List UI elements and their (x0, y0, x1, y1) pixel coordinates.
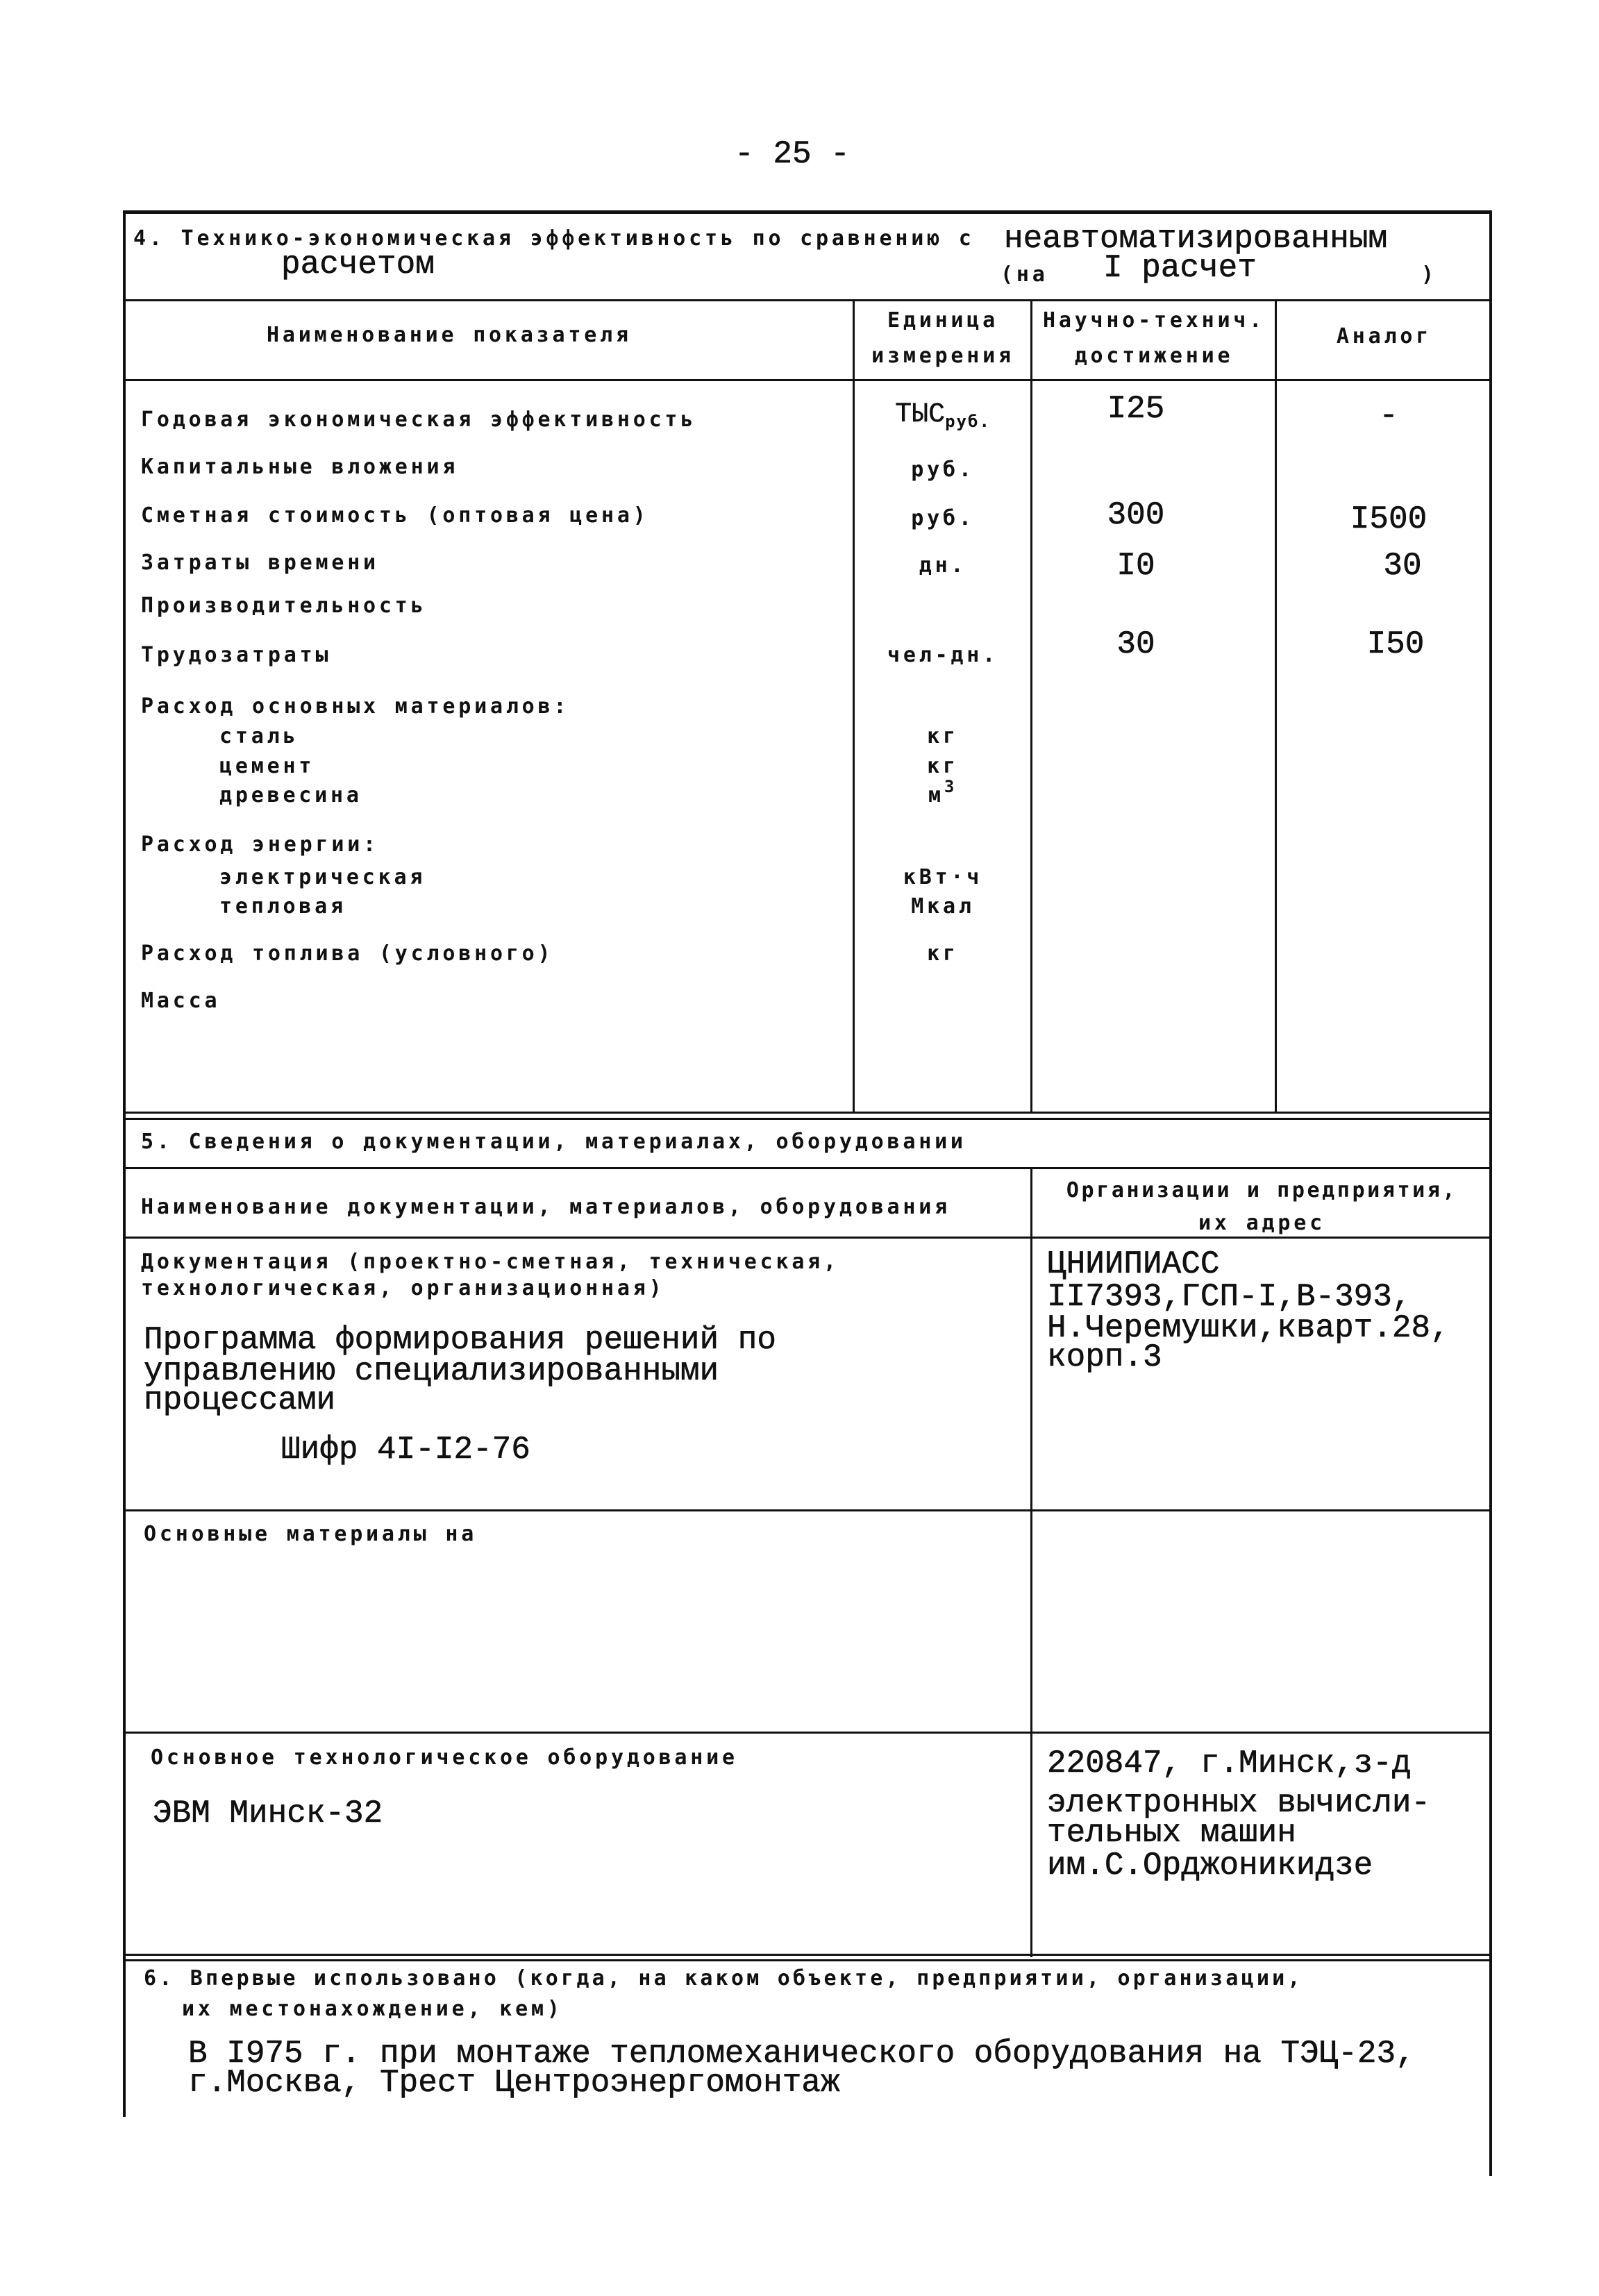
header-analog: Аналог (1336, 324, 1432, 349)
row-analog-time-cost: 30 (1383, 548, 1422, 584)
row-analog-labor-cost: I50 (1366, 626, 1425, 662)
row-unit-labor-cost: чел-дн. (887, 643, 999, 667)
row-name-labor-cost: Трудозатраты (141, 643, 332, 667)
documentation-org-line4: корп.3 (1047, 1339, 1162, 1375)
row-name-mass: Масса (141, 989, 221, 1013)
header-unit-line2: измерения (871, 344, 1014, 368)
documentation-org-line3: Н.Черемушки,кварт.28, (1047, 1310, 1450, 1346)
row-unit-steel: кг (927, 724, 959, 748)
section5-title: 5. Сведения о документации, материалах, оборудовании (141, 1130, 966, 1154)
row-name-thermal: тепловая (219, 894, 346, 919)
equipment-org-line3: тельных машин (1047, 1815, 1296, 1851)
equipment-label: Основное технологическое оборудование (151, 1745, 738, 1770)
materials-label: Основные материалы на (144, 1522, 478, 1546)
documentation-org-line1: ЦНИИПИАСС (1047, 1246, 1220, 1282)
row-unit-estimated-cost: руб. (911, 506, 975, 530)
row-achievement-estimated-cost: 300 (1107, 497, 1165, 533)
row-name-wood: древесина (219, 783, 362, 807)
row-name-energy: Расход энергии: (141, 832, 379, 857)
row-unit-cement: кг (927, 754, 959, 778)
section5-bottom-rule-2 (123, 1959, 1492, 1961)
row-unit-wood-main: м (928, 783, 944, 807)
row-name-fuel: Расход топлива (условного) (141, 941, 554, 966)
row-name-cement: цемент (219, 754, 315, 778)
section4-bottom-rule-1 (123, 1112, 1492, 1114)
header-indicator: Наименование показателя (267, 323, 632, 347)
section4-title-rule (123, 299, 1492, 301)
section5-title-rule (123, 1167, 1492, 1169)
row-unit-fuel: кг (927, 941, 959, 966)
row-name-capital-investment: Капитальные вложения (141, 455, 459, 479)
section4-per-close: ) (1421, 262, 1437, 287)
section5-bottom-rule-1 (123, 1954, 1492, 1956)
documentation-org-line2: II7393,ГСП-I,В-393, (1047, 1279, 1412, 1315)
documentation-label-line1: Документация (проектно-сметная, техническая, (141, 1250, 839, 1274)
section5-rule-equipment (123, 1732, 1492, 1734)
equipment-value: ЭВМ Минск-32 (153, 1795, 383, 1832)
section4-title: 4. Технико-экономическая эффективность по сравнению с (133, 226, 975, 251)
header-achievement-line1: Научно-технич. (1042, 308, 1266, 333)
row-achievement-time-cost: I0 (1116, 548, 1155, 584)
section6-text-line2: г.Москва, Трест Центроэнергомонтаж (188, 2065, 840, 2101)
row-unit-electric: кВт·ч (903, 865, 983, 889)
row-unit-annual-effect (854, 401, 1032, 429)
section6-text-line1: В I975 г. при монтаже тепломеханического оборудования на ТЭЦ-23, (188, 2036, 1415, 2072)
section4-compared-with-cont: расчетом (281, 246, 435, 283)
row-unit-wood-sup: 3 (944, 777, 958, 796)
row-name-estimated-cost: Сметная стоимость (оптовая цена) (141, 503, 649, 528)
section5-header-org-line2: их адрес (1198, 1211, 1325, 1235)
section5-rule-materials (123, 1509, 1492, 1511)
section5-header-rule (123, 1237, 1492, 1239)
section4-compared-with: неавтоматизированным (1004, 221, 1388, 257)
section4-per-open: (на (1001, 262, 1048, 287)
documentation-title-line1: Программа формирования решений по (144, 1322, 776, 1358)
row-analog-estimated-cost: I500 (1350, 501, 1428, 537)
equipment-org-line1: 220847, г.Минск,з-д (1047, 1745, 1412, 1782)
header-achievement-line2: достижение (1074, 344, 1234, 368)
table-left-border (123, 210, 126, 2117)
equipment-org-line4: им.С.Орджоникидзе (1047, 1847, 1373, 1884)
row-unit-thermal: Мкал (911, 894, 975, 919)
section5-header-org-line1: Организации и предприятия, (1066, 1178, 1458, 1203)
section4-per-value: I расчет (1103, 250, 1257, 286)
row-unit-time-cost: дн. (919, 553, 967, 578)
row-name-materials: Расход основных материалов: (141, 694, 570, 719)
documentation-title-line3: процессами (144, 1382, 336, 1418)
row-achievement-annual-effect: I25 (1107, 391, 1165, 427)
row-name-steel: сталь (219, 724, 299, 748)
row-unit-wood (854, 777, 1032, 807)
documentation-title-line2: управлению специализированными (144, 1353, 719, 1389)
section4-header-rule (123, 379, 1492, 381)
documentation-label-line2: технологическая, организационная) (141, 1276, 665, 1300)
documentation-code: Шифр 4I-I2-76 (281, 1432, 530, 1468)
table-top-border (123, 210, 1492, 214)
section6-label-line2: их местонахождение, кем) (182, 1997, 563, 2021)
row-name-electric: электрическая (219, 865, 426, 889)
section4-col-divider-analog (1275, 301, 1277, 1113)
row-name-productivity: Производительность (141, 594, 427, 618)
section4-bottom-rule-2 (123, 1118, 1492, 1120)
row-unit-capital-investment: руб. (911, 458, 975, 482)
equipment-org-line2: электронных вычисли- (1047, 1785, 1431, 1821)
row-name-annual-effect: Годовая экономическая эффективность (141, 408, 697, 432)
row-unit-annual-effect-main: ТЫС (895, 399, 946, 430)
row-name-time-cost: Затраты времени (141, 551, 379, 575)
section5-col-divider (1030, 1167, 1032, 1957)
section5-header-name: Наименование документации, материалов, оборудования (141, 1195, 951, 1219)
header-unit-line1: Единица (887, 308, 999, 333)
row-unit-annual-effect-sub: руб. (945, 412, 991, 431)
row-analog-annual-effect: - (1379, 398, 1398, 434)
page-number: - 25 - (735, 136, 850, 172)
section6-label-line1: 6. Впервые использовано (когда, на каком объекте, предприятии, организации, (144, 1966, 1303, 1991)
row-achievement-labor-cost: 30 (1116, 626, 1155, 662)
